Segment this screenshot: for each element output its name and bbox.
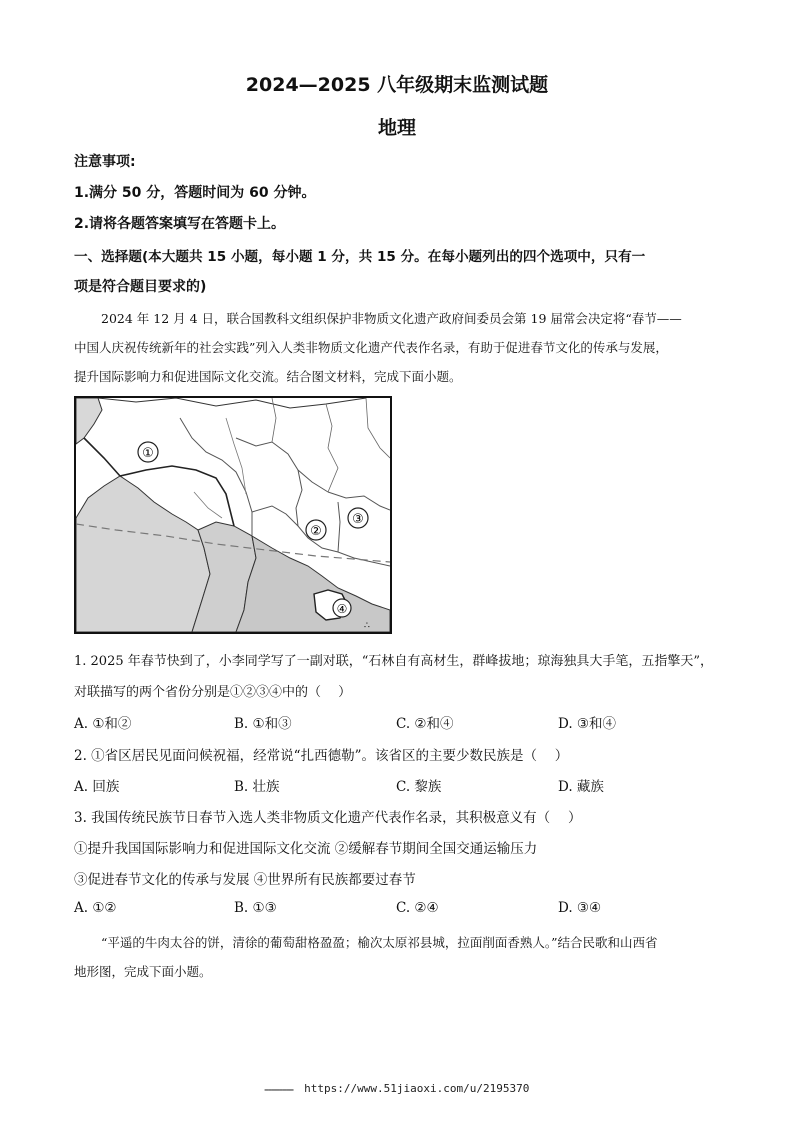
question-2-option-b[interactable]: B. 壮族 <box>234 779 280 795</box>
southwest-china-map <box>74 396 392 634</box>
page-footer <box>0 1082 794 1095</box>
map-drawing <box>76 398 390 632</box>
notes-heading: 注意事项: <box>74 154 136 170</box>
map-label-3: ③ <box>352 512 364 527</box>
document-subject: 地理 <box>377 117 416 139</box>
question-3-option-c[interactable]: C. ②④ <box>396 900 439 916</box>
intro2-line2: 地形图，完成下面小题。 <box>74 964 212 979</box>
section-heading-line2: 项是符合题目要求的) <box>74 279 207 295</box>
map-label-4: ④ <box>336 602 348 616</box>
question-3-option-b[interactable]: B. ①③ <box>234 900 277 916</box>
question-3-stem-line2: ①提升我国国际影响力和促进国际文化交流 ②缓解春节期间全国交通运输压力 <box>74 841 538 857</box>
map-corner-mark: ∴ <box>364 621 370 631</box>
intro-paragraph-line3: 提升国际影响力和促进国际文化交流。结合图文材料，完成下面小题。 <box>74 369 462 384</box>
question-2-option-d[interactable]: D. 藏族 <box>558 779 604 795</box>
question-1-stem-line1: 1. 2025 年春节快到了，小李同学写了一副对联，“石林自有高材生，群峰拔地；琼海独具大手笔，五指擎天”， <box>74 654 714 669</box>
question-1-option-c[interactable]: C. ②和④ <box>396 716 454 732</box>
question-3-option-a[interactable]: A. ①② <box>74 900 117 916</box>
map-label-1: ① <box>142 446 154 461</box>
note-item-1: 1.满分 50 分，答题时间为 60 分钟。 <box>74 185 316 201</box>
question-2-option-c[interactable]: C. 黎族 <box>396 779 442 795</box>
map-label-2: ② <box>310 524 322 539</box>
intro2-line1: “平遥的牛肉太谷的饼，清徐的葡萄甜格盈盈；榆次太原祁县城，拉面削面香熟人。”结合民歌和山西省 <box>101 935 658 950</box>
question-3-stem-line1: 3. 我国传统民族节日春节入选人类非物质文化遗产代表作名录，其积极意义有（ ） <box>74 810 582 826</box>
question-2-option-a[interactable]: A. 回族 <box>74 779 120 795</box>
footer-prefix: ━━━━━━━━ <box>264 1087 294 1094</box>
document-title: 2024—2025 八年级期末监测试题 <box>245 74 549 96</box>
question-3-option-d[interactable]: D. ③④ <box>558 900 602 916</box>
note-item-2: 2.请将各题答案填写在答题卡上。 <box>74 216 286 232</box>
question-2-stem: 2. ①省区居民见面问候祝福，经常说“扎西德勒”。该省区的主要少数民族是（ ） <box>74 748 569 764</box>
intro-paragraph-line1: 2024 年 12 月 4 日，联合国教科文组织保护非物质文化遗产政府间委员会第 19 届常会决定将“春节—— <box>101 311 682 326</box>
question-1-option-a[interactable]: A. ①和② <box>74 716 132 732</box>
question-1-stem-line2: 对联描写的两个省份分别是①②③④中的（ ） <box>74 685 352 700</box>
section-heading-line1: 一、选择题(本大题共 15 小题，每小题 1 分，共 15 分。在每小题列出的四个选项中，只有一 <box>74 249 646 265</box>
question-1-option-b[interactable]: B. ①和③ <box>234 716 292 732</box>
question-3-stem-line3: ③促进春节文化的传承与发展 ④世界所有民族都要过春节 <box>74 872 416 888</box>
footer-url[interactable]: https://www.51jiaoxi.com/u/2195370 <box>304 1082 530 1095</box>
question-1-option-d[interactable]: D. ③和④ <box>558 716 617 732</box>
intro-paragraph-line2: 中国人庆祝传统新年的社会实践”列入人类非物质文化遗产代表作名录，有助于促进春节文化的传承与发展， <box>74 340 668 355</box>
